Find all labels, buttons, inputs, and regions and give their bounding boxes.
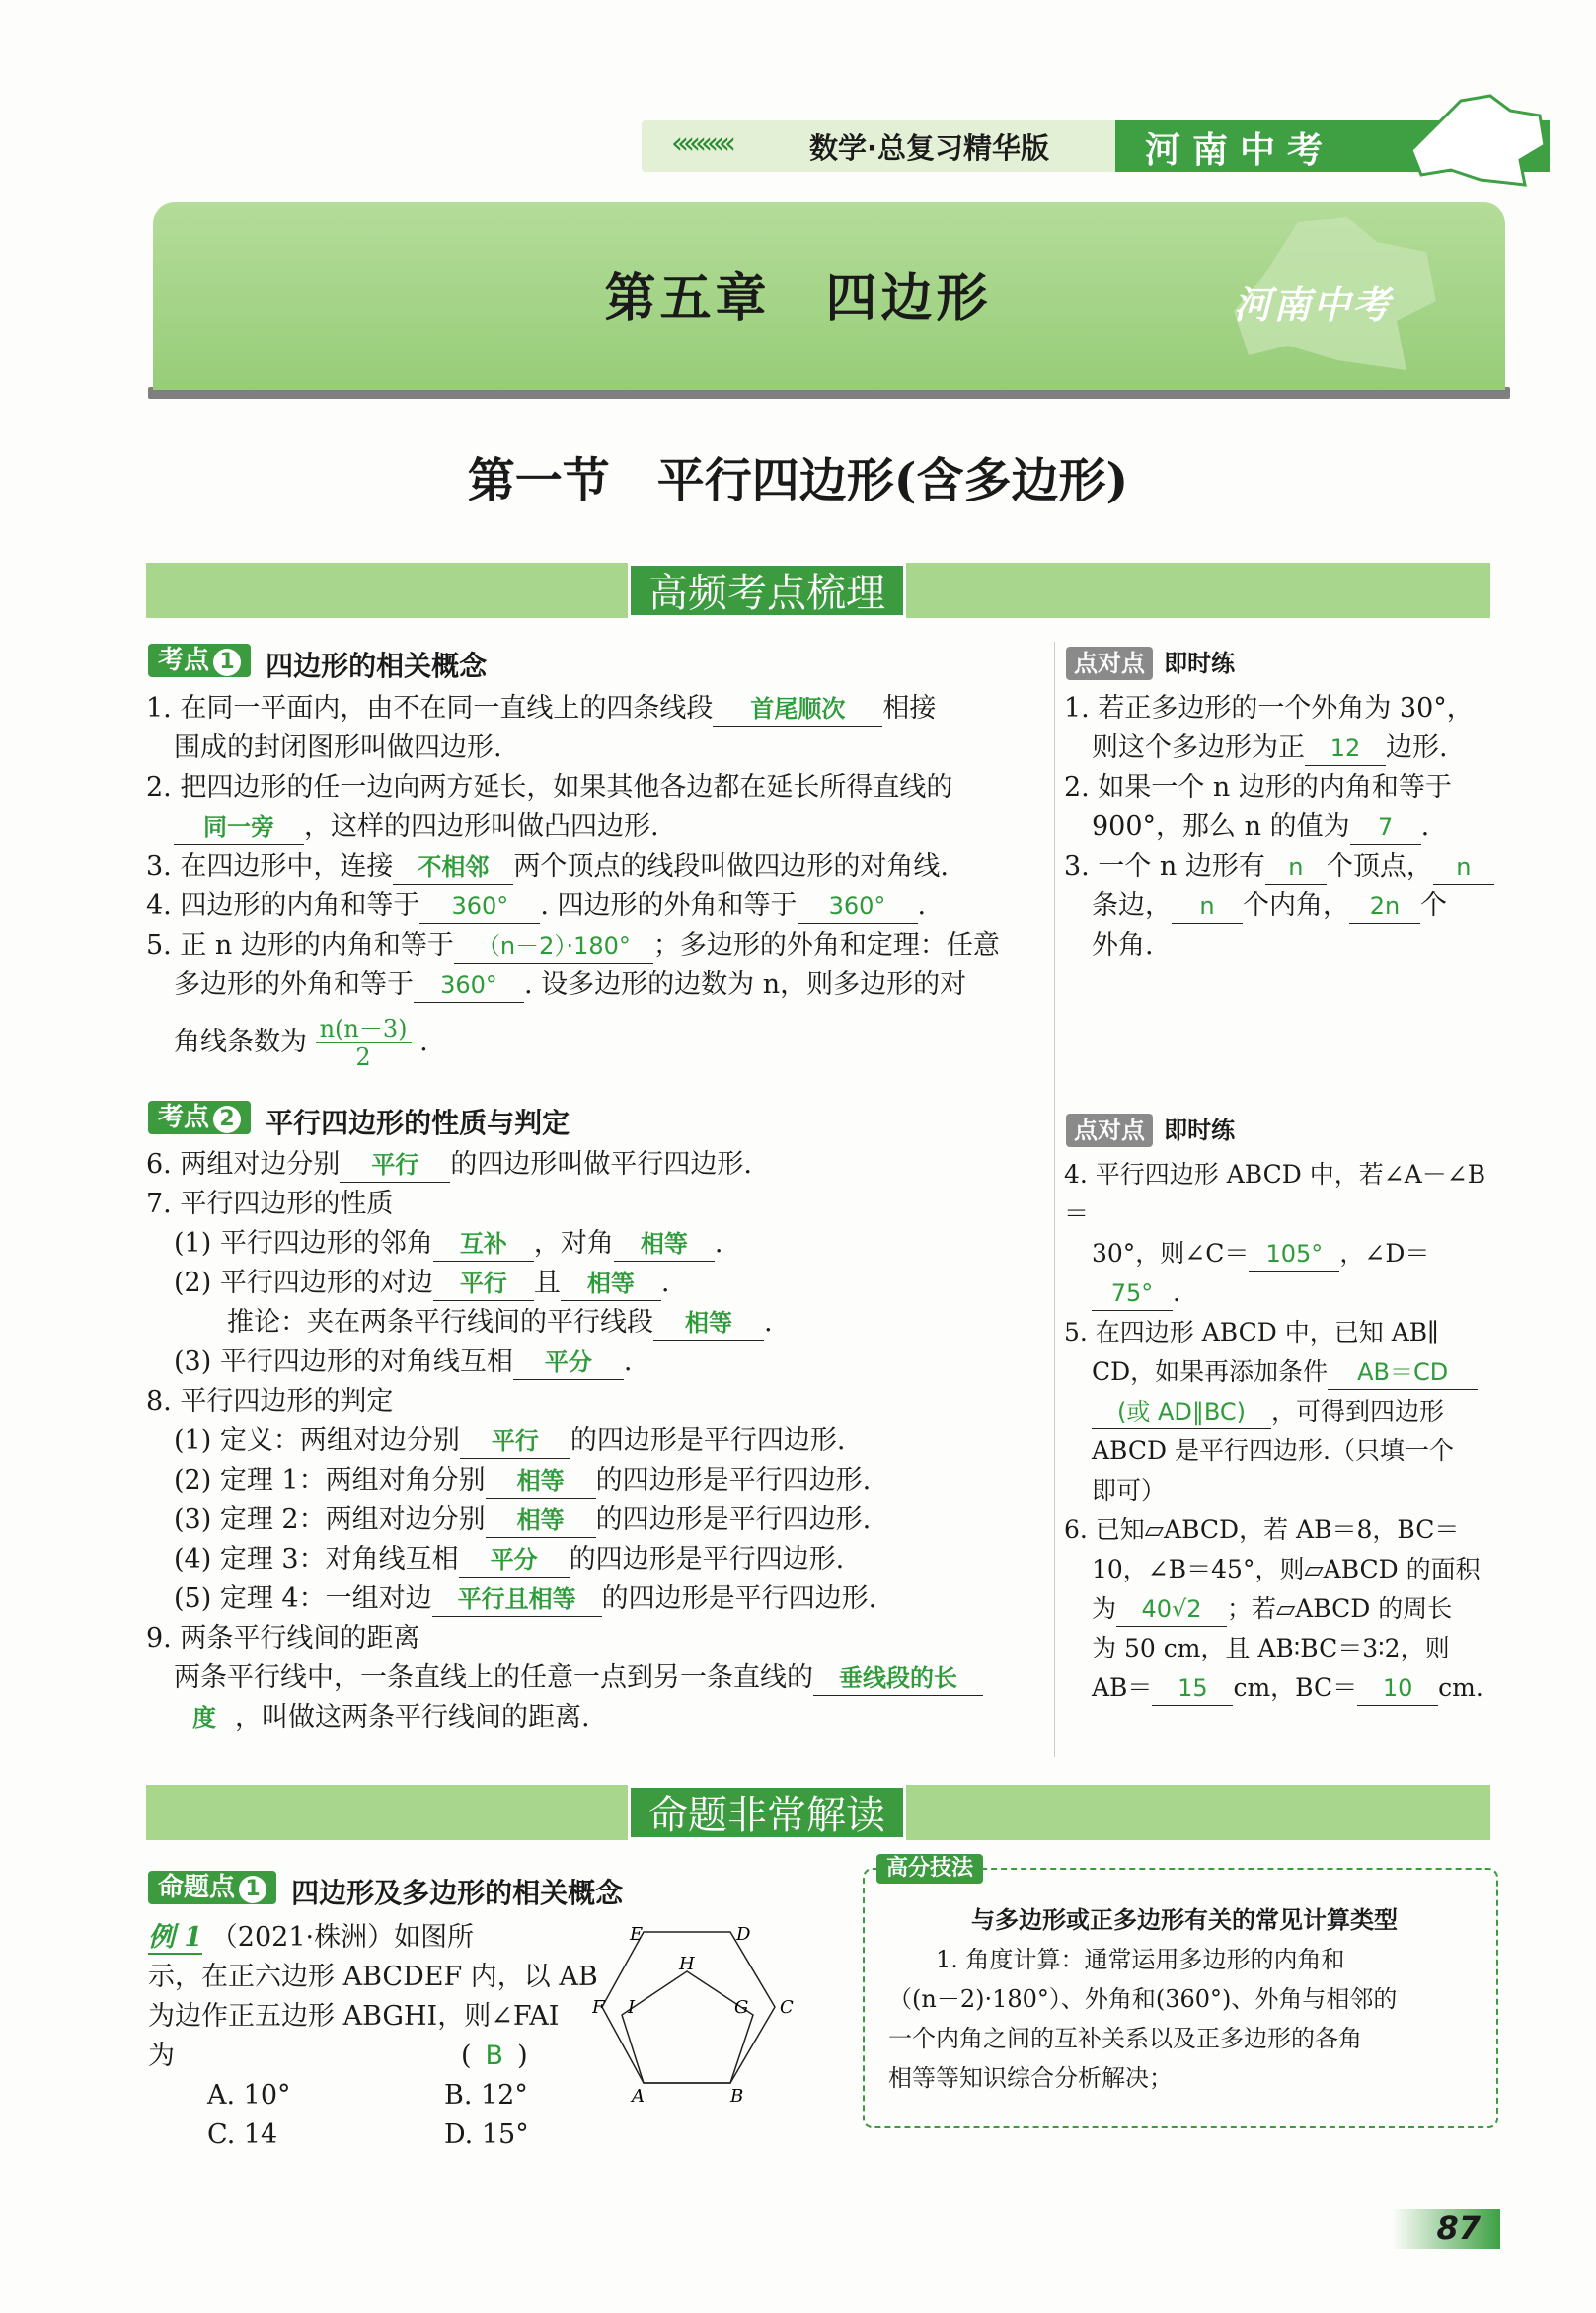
section-bar-2 [146,1785,1490,1840]
label-D: D [736,1924,751,1945]
example-1: 例 1 （2021·株洲）如图所 示，在正六边形 ABCDEF 内，以 AB 为边作正五边形 ABGHI，则∠FAI 为 ( B ) A. 10° B. 12° C. 14 D. 15° [148,1922,598,2150]
kp1-heading [148,644,487,684]
page-number: 87 [1392,2209,1500,2249]
henan-map-icon [1402,91,1550,190]
practice1-label: 即时练 [1164,650,1236,677]
header-arrows: ‹‹‹‹‹‹‹‹‹‹ [671,126,730,161]
tips-tag: 高分技法 [876,1854,983,1884]
section-bar-1 [146,563,1490,618]
label-C: C [780,1997,794,2018]
label-E: E [630,1924,644,1945]
column-divider [1054,642,1055,1757]
practice1-tag: 点对点 [1066,647,1153,680]
region-title: 河南中考 [1145,130,1335,171]
kp1-title: 四边形的相关概念 [266,649,488,682]
practice1-heading [1066,644,1235,680]
kp2-title: 平行四边形的性质与判定 [266,1106,570,1139]
example-answer: B [485,2041,504,2071]
tips-content: 与多边形或正多边形有关的常见计算类型 1. 角度计算：通常运用多边形的内角和 （(n－2)·180°）、外角和(360°)、外角与相邻的 一个内角之间的互补关系以及正多边形的各角 相等等知识综合分析解决； [888,1900,1481,2098]
label-A: A [632,2086,645,2103]
tips-heading [876,1854,983,1884]
section-bar-2-label: 命题非常解读 [628,1785,906,1840]
kp1-content: 1. 在同一平面内，由不在同一直线上的四条线段 首尾顺次 相接 围成的封闭图形叫做四边形. 2. 把四边形的任一边向两方延长，如果其他各边都在延长所得直线的 同一旁 ，这样的四边形叫做凸四边形. 3. 在四边形中，连接 不相邻 两个顶点的线段叫做四边形的对角线. 4. 四边形的内角和等于 360° . 四边形的外角和等于 360° . 5. 正 n 边形的内角和等于 （n－2）·180° ；多边形的外角和定理：任意 多边形的外角和等于 360° . 设多边形的边数为 n，则多边形的对 角线条数为 $\frac{n(n-3)}{2}$ . [146,693,1000,1071]
label-F: F [592,1997,605,2018]
practice2-label: 即时练 [1164,1117,1236,1144]
practice2-tag: 点对点 [1066,1114,1153,1147]
section-bar-1-label: 高频考点梳理 [628,563,906,618]
kp2-content: 6. 两组对边分别 平行 的四边形叫做平行四边形. 7. 平行四边形的性质 (1) 平行四边形的邻角 互补 ，对角 相等 . (2) 平行四边形的对边 平行 且 相等 . 推论：夹在两条平行线间的平行线段 相等 . (3) 平行四边形的对角线互相 平分 . 8. 平行四边形的判定 (1) 定义：两组对边分别 平行 的四边形是平行四边形. (2) 定理 1：两组对角分别 相等 的四边形是平行四边形. (3) 定理 2：两组对边分别 相等 的四边形是平行四边形. (4) 定理 3：对角线互相 平分 的四边形是平行四边形. (5) 定理 4：一组对边 平行且相等 的四边形是平行四边形. 9. 两条平行线间的距离 两条平行线中，一条直线上的任意一点到另一条直线的 垂线段的长 度 ，叫做这两条平行线间的距离. [146,1145,1039,1737]
practice1-content: 1. 若正多边形的一个外角为 30°， 则这个多边形为正 12 边形. 2. 如果一个 n 边形的内角和等于 900°，那么 n 的值为 7 . 3. 一个 n 边形有 n 个顶点， n 条边， n 个内角， 2n 个 外角. [1064,689,1498,965]
practice2-content: 4. 平行四边形 ABCD 中，若∠A－∠B＝ 30°，则∠C＝ 105° ，∠D＝75° . 5. 在四边形 ABCD 中，已知 AB∥ CD，如果再添加条件 AB＝CD (或 AD∥BC) ，可得到四边形 ABCD 是平行四边形.（只填一个 即可） 6. 已知▱ABCD，若 AB＝8，BC＝ 10，∠B＝45°，则▱ABCD 的面积 为 40√2 ；若▱ABCD 的周长 为 50 cm，且 AB∶BC＝3∶2，则 AB＝ 15 cm，BC＝ 10 cm. [1064,1155,1498,1708]
kp1-tag: 考点 1 [148,644,251,677]
book-title: 数学·总复习精华版 [809,131,1050,165]
kp2-tag: 考点 2 [148,1101,251,1134]
chapter-logo: 河南中考 [1234,283,1393,327]
label-G: G [734,1997,749,2018]
kp2-heading [148,1101,570,1141]
section-title: 第一节 平行四边形(含多边形) [467,453,1129,508]
mingti-heading [148,1871,623,1911]
mingti-tag: 命题点 1 [148,1871,276,1904]
chapter-title: 第五章 四边形 [604,270,992,329]
label-I: I [628,1997,636,2018]
tips-title: 与多边形或正多边形有关的常见计算类型 [971,1906,1398,1934]
practice2-heading [1066,1111,1235,1147]
hexagon-pentagon-figure [592,1920,804,2103]
label-H: H [679,1954,695,1974]
example-label: 例 1 [148,1922,203,1953]
mingti-title: 四边形及多边形的相关概念 [291,1876,624,1909]
label-B: B [730,2086,744,2103]
diagonal-formula: $\frac{n(n-3)}{2}$ [316,1015,412,1071]
